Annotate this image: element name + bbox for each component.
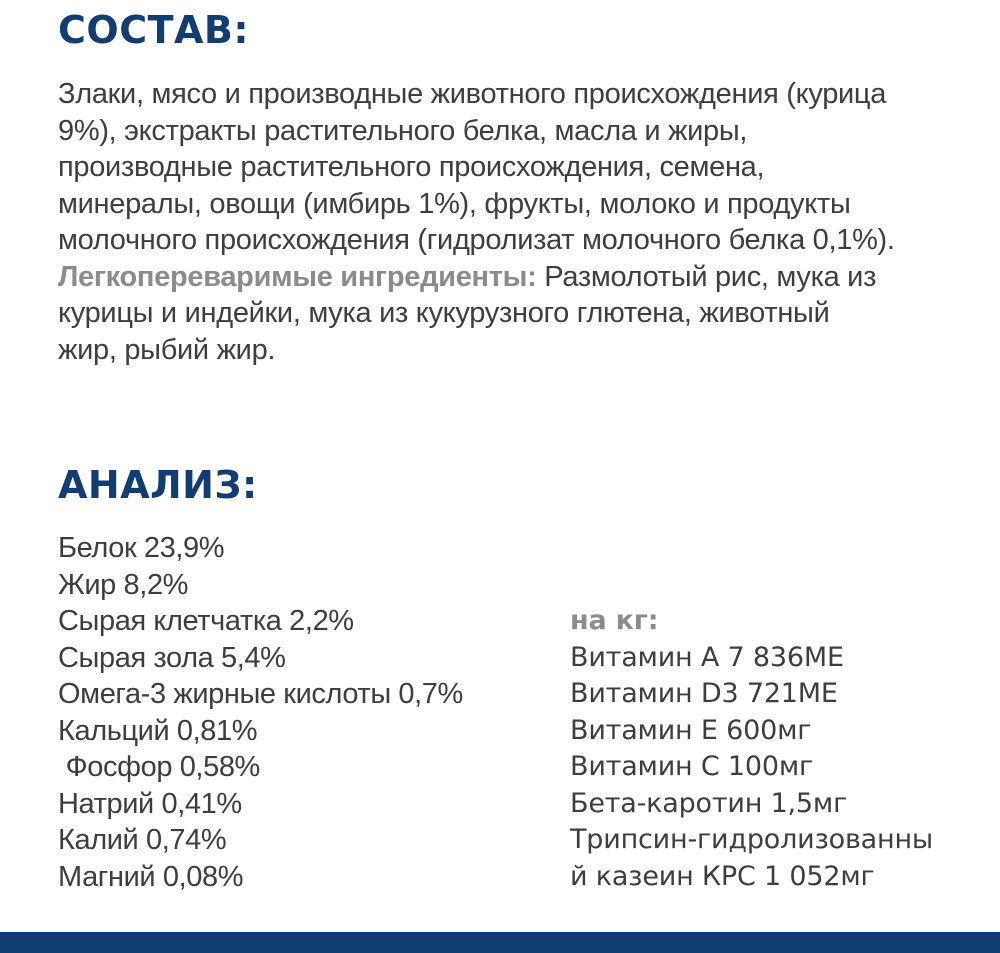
analysis-item: Омега-3 жирные кислоты 0,7% <box>58 678 463 710</box>
analysis-item: Сырая зола 5,4% <box>58 641 286 674</box>
digestible-line: курицы и индейки, мука из кукурузного глютена, животный <box>58 297 830 329</box>
footer-bar <box>0 932 1000 953</box>
composition-text <box>58 76 963 368</box>
analysis-item: Сырая клетчатка 2,2% <box>58 605 354 637</box>
per-kg-list <box>570 603 933 895</box>
analysis-item: Кальций 0,81% <box>58 714 258 747</box>
composition-line: Злаки, мясо и производные животного происхождения (курица <box>58 78 887 110</box>
analysis-item: Натрий 0,41% <box>58 787 242 820</box>
composition-line: производные растительного происхождения, семена, <box>58 151 765 183</box>
analysis-item: Калий 0,74% <box>58 824 227 856</box>
digestible-label: Легкопереваримые ингредиенты: <box>58 260 537 293</box>
analysis-item: Белок 23,9% <box>58 532 225 564</box>
digestible-line <box>58 259 963 296</box>
per-kg-label: на кг: <box>570 605 659 636</box>
per-kg-item: й казеин КРС 1 052мг <box>570 860 875 892</box>
analysis-item: Фосфор 0,58% <box>58 751 260 783</box>
analysis-item: Жир 8,2% <box>58 568 189 601</box>
per-kg-item: Витамин С 100мг <box>570 751 814 782</box>
digestible-line: жир, рыбий жир. <box>58 333 276 366</box>
per-kg-item: Витамин А 7 836МЕ <box>570 641 844 673</box>
per-kg-item: Трипсин-гидролизованны <box>570 824 934 855</box>
composition-heading: СОСТАВ: <box>58 8 250 52</box>
per-kg-item: Витамин D3 721МЕ <box>570 678 838 709</box>
composition-line: молочного происхождения (гидролизат молочного белка 0,1%). <box>58 224 895 256</box>
composition-line: 9%), экстракты растительного белка, масла и жиры, <box>58 114 748 147</box>
digestible-text: Размолотый рис, мука из <box>536 260 877 293</box>
per-kg-item: Бета-каротин 1,5мг <box>570 787 848 819</box>
composition-line: минералы, овощи (имбирь 1%), фрукты, молоко и продукты <box>58 187 851 220</box>
analysis-list <box>58 530 463 895</box>
analysis-item: Магний 0,08% <box>58 860 244 893</box>
analysis-heading: АНАЛИЗ: <box>58 463 258 507</box>
per-kg-item: Витамин Е 600мг <box>570 714 812 746</box>
